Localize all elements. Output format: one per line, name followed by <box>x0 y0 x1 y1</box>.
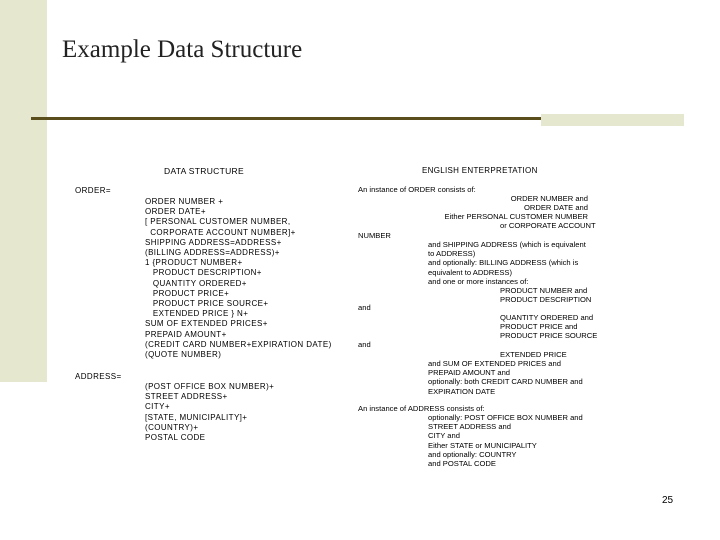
order-line: ORDER DATE+ <box>145 207 206 217</box>
english-line: optionally: both CREDIT CARD NUMBER and <box>428 377 583 387</box>
english-block-2 <box>500 221 620 230</box>
english-block-3 <box>428 240 586 286</box>
english-block-7 <box>428 359 583 396</box>
english-line: PRODUCT PRICE and <box>500 322 578 332</box>
english-block-5 <box>500 313 597 341</box>
address-label: ADDRESS= <box>75 372 122 381</box>
sidebar-accent <box>0 0 47 382</box>
slide-title: Example Data Structure <box>62 36 303 63</box>
order-line: (QUOTE NUMBER) <box>145 350 222 360</box>
address-definition <box>145 382 274 443</box>
english-line: and SHIPPING ADDRESS (which is equivalent <box>428 240 586 249</box>
english-block-1 <box>428 194 588 222</box>
and-label-1: and <box>358 303 371 312</box>
page-number: 25 <box>662 495 674 506</box>
order-line: EXTENDED PRICE } N+ <box>145 309 249 319</box>
order-line: ORDER NUMBER + <box>145 197 224 206</box>
title-rule-accent <box>541 114 684 126</box>
address-line: [STATE, MUNICIPALITY]+ <box>145 412 248 422</box>
order-line: QUANTITY ORDERED+ <box>145 278 247 288</box>
english-line: PREPAID AMOUNT and <box>428 368 511 378</box>
english-line: to ADDRESS) <box>428 249 476 259</box>
english-line: STREET ADDRESS and <box>428 422 512 432</box>
english-line: and POSTAL CODE <box>428 459 496 469</box>
order-line: (BILLING ADDRESS=ADDRESS)+ <box>145 248 280 258</box>
english-line: EXPIRATION DATE <box>428 386 496 396</box>
address-intro: An instance of ADDRESS consists of: <box>358 404 485 413</box>
order-line: SHIPPING ADDRESS=ADDRESS+ <box>145 237 282 247</box>
english-line: and SUM OF EXTENDED PRICES and <box>428 359 561 368</box>
english-line: Either STATE or MUNICIPALITY <box>428 440 537 450</box>
english-line: and optionally: COUNTRY <box>428 449 517 459</box>
address-line: CITY+ <box>145 402 170 412</box>
address-line: POSTAL CODE <box>145 433 206 443</box>
order-intro: An instance of ORDER consists of: <box>358 185 476 194</box>
english-block-8 <box>428 413 583 468</box>
data-structure-header: DATA STRUCTURE <box>164 166 244 176</box>
english-line: PRODUCT NUMBER and <box>500 286 588 295</box>
order-line: PRODUCT DESCRIPTION+ <box>145 268 262 278</box>
title-rule <box>31 117 543 120</box>
english-block-6 <box>500 350 567 359</box>
order-line: [ PERSONAL CUSTOMER NUMBER, <box>145 217 291 227</box>
order-label: ORDER= <box>75 186 111 195</box>
english-line: and optionally: BILLING ADDRESS (which is <box>428 258 579 268</box>
address-line: STREET ADDRESS+ <box>145 392 228 402</box>
english-line: PRODUCT PRICE SOURCE <box>500 331 598 341</box>
address-line: (POST OFFICE BOX NUMBER)+ <box>145 382 275 391</box>
english-line: equivalent to ADDRESS) <box>428 267 512 277</box>
order-line: SUM OF EXTENDED PRICES+ <box>145 319 268 329</box>
english-line: optionally: POST OFFICE BOX NUMBER and <box>428 413 583 422</box>
english-line: CITY and <box>428 431 460 441</box>
order-definition <box>145 197 332 360</box>
english-line: EXTENDED PRICE <box>500 350 567 359</box>
english-line: QUANTITY ORDERED and <box>500 313 594 322</box>
english-line: or CORPORATE ACCOUNT <box>500 221 596 230</box>
english-line: Either PERSONAL CUSTOMER NUMBER <box>444 212 588 222</box>
and-label-2: and <box>358 340 371 349</box>
number-label: NUMBER <box>358 231 391 240</box>
english-line: ORDER DATE and <box>523 203 588 213</box>
order-line: PRODUCT PRICE+ <box>145 288 230 298</box>
english-line: PRODUCT DESCRIPTION <box>500 295 592 305</box>
english-line: and one or more instances of: <box>428 276 529 286</box>
order-line: CORPORATE ACCOUNT NUMBER]+ <box>145 227 296 237</box>
english-interpretation-header: ENGLISH ENTERPRETATION <box>422 166 538 175</box>
address-line: (COUNTRY)+ <box>145 422 199 432</box>
order-line: PRODUCT PRICE SOURCE+ <box>145 299 269 309</box>
english-line: ORDER NUMBER and <box>510 194 588 203</box>
order-line: (CREDIT CARD NUMBER+EXPIRATION DATE) <box>145 339 332 349</box>
order-line: 1 {PRODUCT NUMBER+ <box>145 258 243 268</box>
order-line: PREPAID AMOUNT+ <box>145 329 227 339</box>
english-block-4 <box>500 286 591 304</box>
